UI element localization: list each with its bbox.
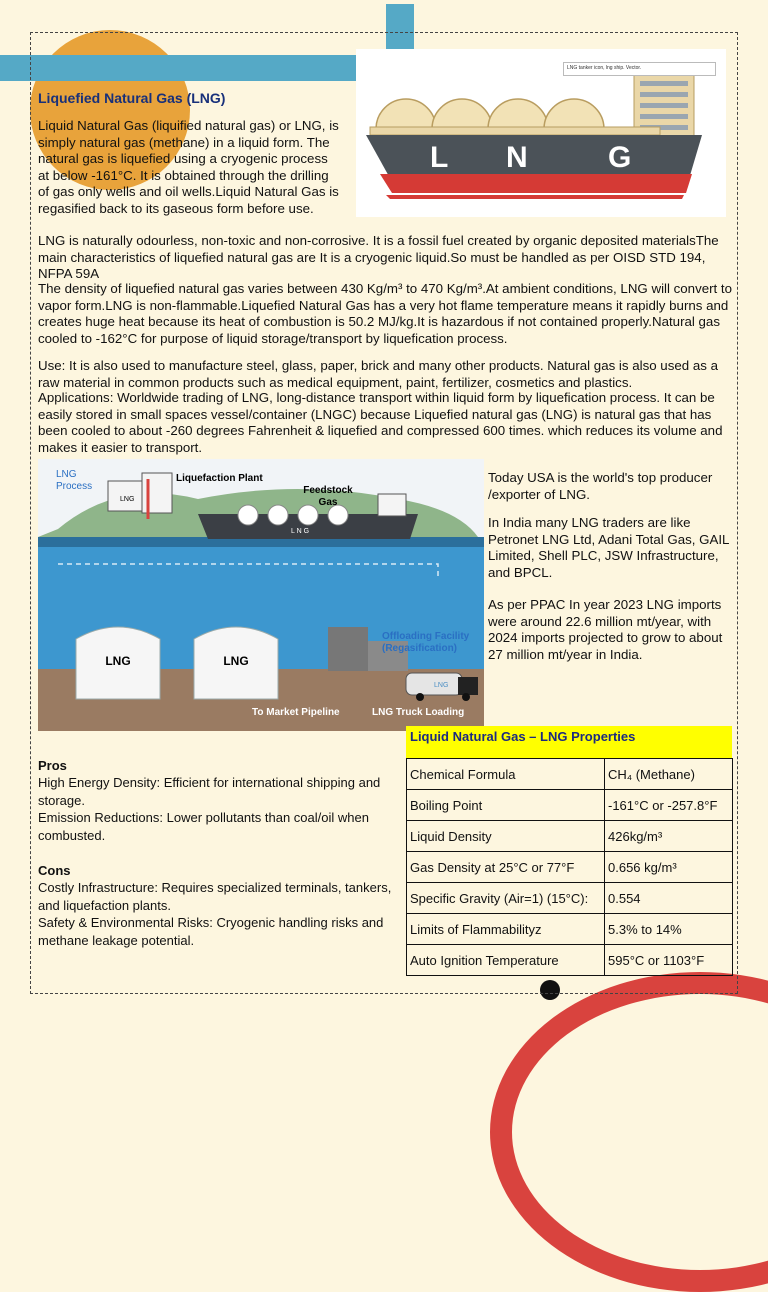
process-label: LNG Process <box>56 469 93 492</box>
use-paragraph: Use: It is also used to manufacture steel, glass, paper, brick and many other products. Natural gas is also used as a raw material in common products such as medical equipment, paint, fertilizer, cosmetics and plastics. <box>38 358 718 390</box>
plant-tank-label: LNG <box>120 496 135 503</box>
storage-tank-label: LNG <box>223 654 249 668</box>
storage-tank-label: LNG <box>105 654 131 668</box>
offloading-facility-label: Offloading Facility (Regasification) <box>382 631 470 654</box>
table-row: Liquid Density 426kg/m³ <box>407 821 733 852</box>
ppac-imports-note: As per PPAC In year 2023 LNG imports were around 22.6 million mt/year, with 2024 imports projected to grow to about 27 million mt/year in India. <box>488 597 723 662</box>
market-pipeline-label: To Market Pipeline <box>252 707 340 718</box>
pros-item: High Energy Density: Efficient for international shipping and storage. <box>38 775 381 808</box>
table-row: Specific Gravity (Air=1) (15°C): 0.554 <box>407 883 733 914</box>
table-row: Chemical Formula CH₄ (Methane) <box>407 759 733 790</box>
page-title: Liquefied Natural Gas (LNG) <box>38 90 226 106</box>
decorative-red-arc <box>490 972 768 1292</box>
india-traders-note: In India many LNG traders are like Petronet LNG Ltd, Adani Total Gas, GAIL Limited, Shell PLC, JSW Infrastructure, and BPCL. <box>488 515 729 580</box>
table-row: Auto Ignition Temperature 595°C or 1103°F <box>407 945 733 976</box>
cons-item: Costly Infrastructure: Requires specialized terminals, tankers, and liquefaction plants. <box>38 880 392 913</box>
pros-heading: Pros <box>38 758 67 773</box>
hull-letter: L <box>430 141 449 174</box>
properties-table <box>406 758 733 976</box>
ship-hull-text: L N G <box>290 528 310 535</box>
hull-letter: G <box>608 141 632 174</box>
cons-heading: Cons <box>38 863 71 879</box>
pros-item: Emission Reductions: Lower pollutants than coal/oil when combusted. <box>38 810 369 843</box>
image-caption-tag: LNG tanker icon, lng ship. Vector. <box>563 62 716 76</box>
pros-cons-section <box>38 757 404 949</box>
table-row: Limits of Flammabilityz 5.3% to 14% <box>407 914 733 945</box>
applications-paragraph: Applications: Worldwide trading of LNG, long-distance transport within liquid form by liquefication process. It can be easily stored in small spaces vessel/container (LNGC) because Liquefied natural gas (LNG) is natural gas that has been cooled to about -260 degrees Fahrenheit & liquefied and compressed 600 times. which reduces its volume and makes it easier to transport. <box>38 390 723 455</box>
lng-process-diagram <box>38 459 484 731</box>
cons-item: Safety & Environmental Risks: Cryogenic handling risks and methane leakage potential. <box>38 915 384 948</box>
characteristics-paragraph: LNG is naturally odourless, non-toxic and non-corrosive. It is a fossil fuel created by organic deposited materialsThe main characteristics of liquefied natural gas are It is a cryogenic liquid.So must be handled as per OISD STD 194, NFPA 59A <box>38 233 719 282</box>
density-paragraph: The density of liquefied natural gas varies between 430 Kg/m³ to 470 Kg/m³.At ambient conditions, LNG will convert to vapor form.LNG is non-flammable.Liquefied Natural Gas has a very hot flame temperature means it rapidly burns and creates huge heat because its heat of combustion is 50.2 MJ/kg.It is hazardous if not contained properly.Natural gas cooled to -162°C for purpose of liquid storage/transport by liquefication process. <box>38 281 733 346</box>
intro-paragraph: Liquid Natural Gas (liquified natural gas) or LNG, is simply natural gas (methane) in a liquid form. The natural gas is liquefied using a cryogenic process at below -161°C. It is obtained through the drilling of gas only wells and oil wells.Liquid Natural Gas is regasified back to its gaseous form before use. <box>38 118 339 216</box>
truck-loading-label: LNG Truck Loading <box>372 707 465 718</box>
table-row: Gas Density at 25°C or 77°F 0.656 kg/m³ <box>407 852 733 883</box>
table-row: Boiling Point -161°C or -257.8°F <box>407 790 733 821</box>
usa-note: Today USA is the world's top producer /exporter of LNG. <box>488 470 713 502</box>
feedstock-gas-label: Feedstock Gas <box>303 485 353 508</box>
liquefaction-plant-label: Liquefaction Plant <box>176 473 263 484</box>
hull-letter: N <box>506 141 528 174</box>
truck-tag: LNG <box>434 682 449 689</box>
properties-table-heading: Liquid Natural Gas – LNG Properties <box>406 726 732 758</box>
